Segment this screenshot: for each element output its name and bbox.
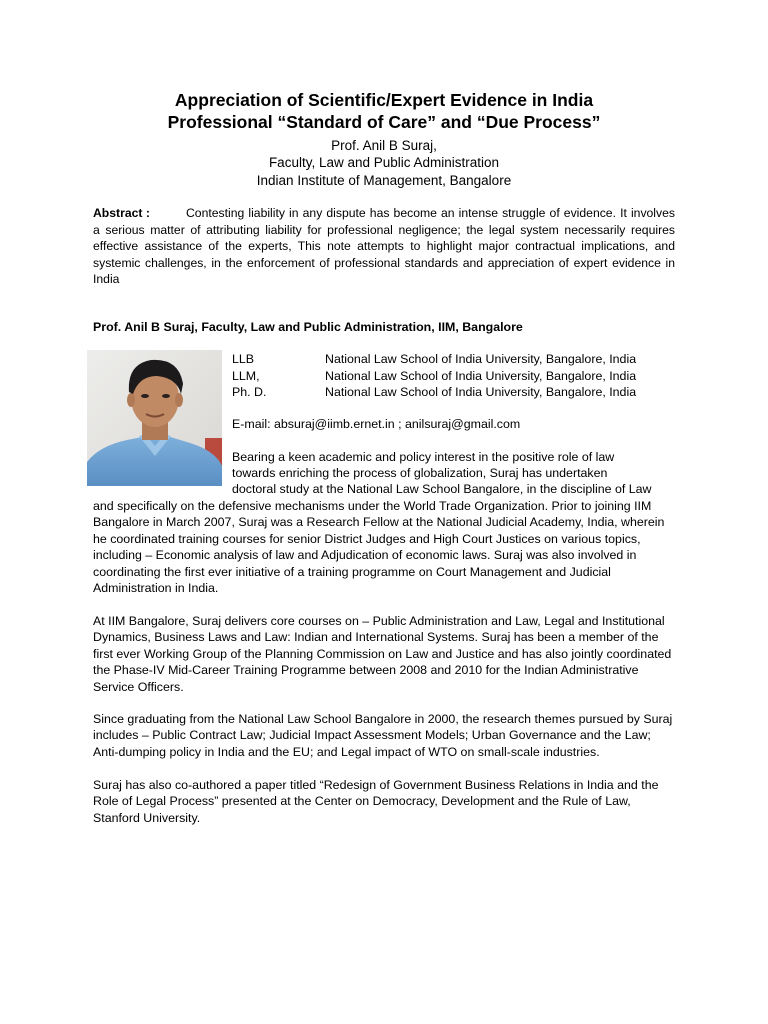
author-photo (87, 350, 222, 486)
degree-name: Ph. D. (232, 385, 267, 399)
bio-line-1: Bearing a keen academic and policy interest in the positive role of law (232, 450, 615, 464)
bio-line-3: doctoral study at the National Law School Bangalore, in the discipline of Law (232, 482, 652, 496)
degree-row (232, 368, 636, 385)
abstract (93, 205, 675, 288)
degree-school: National Law School of India University, Bangalore, India (325, 352, 637, 366)
bio-paragraph-4: Suraj has also co-authored a paper titled “Redesign of Government Business Relations in India and the Role of Legal Process” presented at the Center on Democracy, Development and the Rule of Law, Stanford University. (93, 778, 659, 825)
title-line-1: Appreciation of Scientific/Expert Evidence in India (174, 90, 594, 110)
bio-line-2: towards enriching the process of globalization, Suraj has undertaken (232, 466, 608, 480)
abstract-label: Abstract : (93, 206, 150, 220)
bio-paragraph-2: At IIM Bangalore, Suraj delivers core courses on – Public Administration and Law, Legal and Institutional Dynamics, Business Laws and Law: Indian and International Systems. Suraj has been a member of the first ever Working Group of the Planning Commission on Law and Justice and has also jointly coordinated the Phase-IV Mid-Career Training Programme between 2008 and 2010 for the Indian Administrative Service Officers. (93, 614, 672, 694)
degree-school: National Law School of India University, Bangalore, India (325, 385, 637, 399)
bio-heading: Prof. Anil B Suraj, Faculty, Law and Public Administration, IIM, Bangalore (93, 320, 523, 334)
author-institution: Indian Institute of Management, Bangalore (256, 173, 512, 188)
degree-school: National Law School of India University, Bangalore, India (325, 369, 637, 383)
email-line: E-mail: absuraj@iimb.ernet.in ; anilsuraj@gmail.com (232, 417, 521, 431)
degree-row (232, 384, 636, 401)
author-name: Prof. Anil B Suraj, (331, 138, 437, 153)
title-line-2: Professional “Standard of Care” and “Due Process” (167, 112, 601, 132)
bio-paragraph-1: and specifically on the defensive mechanisms under the World Trade Organization. Prior to joining IIM Bangalore in March 2007, Suraj was a Research Fellow at the National Judicial Academy, India, wherein he coordinated training courses for senior District Judges and High Court Justices on various topics, including – Economic analysis of law and Adjudication of economic laws. Suraj was also involved in coordinating the first ever initiative of a training programme on Court Management and Judicial Administration in India. (93, 499, 665, 596)
abstract-text: Contesting liability in any dispute has become an intense struggle of evidence. It involves a serious matter of attributing liability for professional negligence; the legal system necessarily requires effective assistance of the experts, This note attempts to highlight major contractual implications, and systemic challenges, in the enforcement of professional standards and appreciation of expert evidence in India (93, 206, 675, 286)
degree-name: LLM, (232, 369, 260, 383)
degree-name: LLB (232, 352, 255, 366)
degree-row (232, 351, 636, 368)
author-faculty: Faculty, Law and Public Administration (268, 155, 500, 170)
bio-paragraph-3: Since graduating from the National Law School Bangalore in 2000, the research themes pursued by Suraj includes – Public Contract Law; Judicial Impact Assessment Models; Urban Governance and the Law; Anti-dumping policy in India and the EU; and Legal impact of WTO on small-scale industries. (93, 712, 673, 759)
